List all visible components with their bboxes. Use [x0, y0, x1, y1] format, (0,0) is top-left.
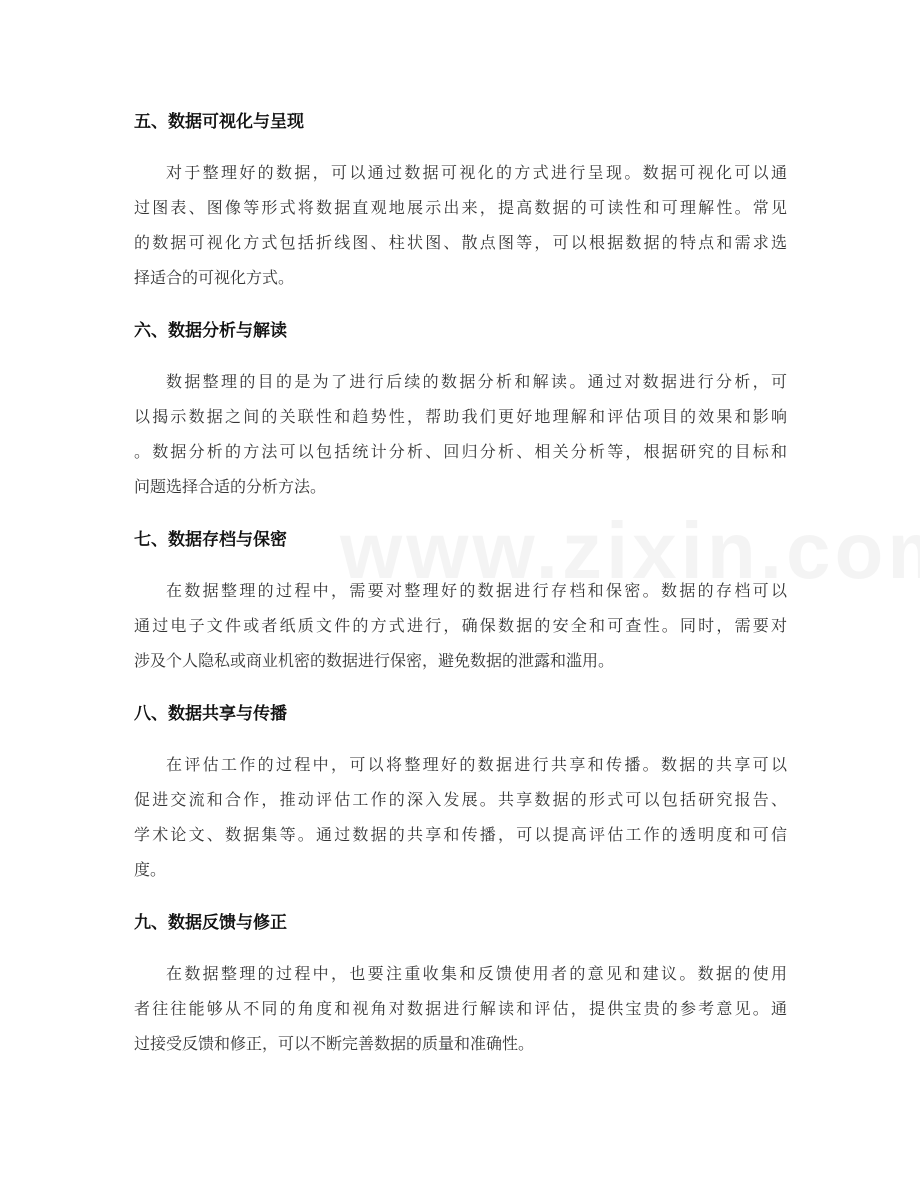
paragraph-line: 学术论文、数据集等。通过数据的共享和传播，可以提高评估工作的透明度和可信: [134, 825, 787, 844]
section-heading: 九、数据反馈与修正: [134, 913, 287, 933]
paragraph-line: 涉及个人隐私或商业机密的数据进行保密，避免数据的泄露和滥用。: [134, 651, 615, 670]
paragraph-line: 择适合的可视化方式。: [134, 268, 295, 287]
paragraph-line: 的数据可视化方式包括折线图、柱状图、散点图等，可以根据数据的特点和需求选: [134, 233, 787, 252]
paragraph-line: 以揭示数据之间的关联性和趋势性，帮助我们更好地理解和评估项目的效果和影响: [134, 407, 787, 426]
paragraph-line: 问题选择合适的分析方法。: [134, 477, 327, 496]
section-heading: 六、数据分析与解读: [134, 321, 287, 341]
paragraph-line: 过接受反馈和修正，可以不断完善数据的质量和准确性。: [134, 1034, 535, 1053]
paragraph-line: 过图表、图像等形式将数据直观地展示出来，提高数据的可读性和可理解性。常见: [134, 198, 787, 217]
paragraph-line: 数据整理的目的是为了进行后续的数据分析和解读。通过对数据进行分析，可: [166, 372, 787, 391]
section-heading: 五、数据可视化与呈现: [134, 112, 304, 132]
section-heading: 七、数据存档与保密: [134, 530, 287, 550]
paragraph-line: 度。: [134, 860, 167, 879]
paragraph-line: 在数据整理的过程中，也要注重收集和反馈使用者的意见和建议。数据的使用: [166, 964, 787, 983]
paragraph-line: 对于整理好的数据，可以通过数据可视化的方式进行呈现。数据可视化可以通: [166, 163, 787, 182]
paragraph-line: 在数据整理的过程中，需要对整理好的数据进行存档和保密。数据的存档可以: [166, 581, 787, 600]
paragraph-line: 。数据分析的方法可以包括统计分析、回归分析、相关分析等，根据研究的目标和: [134, 442, 787, 461]
paragraph-line: 者往往能够从不同的角度和视角对数据进行解读和评估，提供宝贵的参考意见。通: [134, 999, 787, 1018]
paragraph-line: 促进交流和合作，推动评估工作的深入发展。共享数据的形式可以包括研究报告、: [134, 790, 787, 809]
paragraph-line: 通过电子文件或者纸质文件的方式进行，确保数据的安全和可查性。同时，需要对: [134, 616, 787, 635]
paragraph-line: 在评估工作的过程中，可以将整理好的数据进行共享和传播。数据的共享可以: [166, 755, 787, 774]
section-heading: 八、数据共享与传播: [134, 704, 287, 724]
